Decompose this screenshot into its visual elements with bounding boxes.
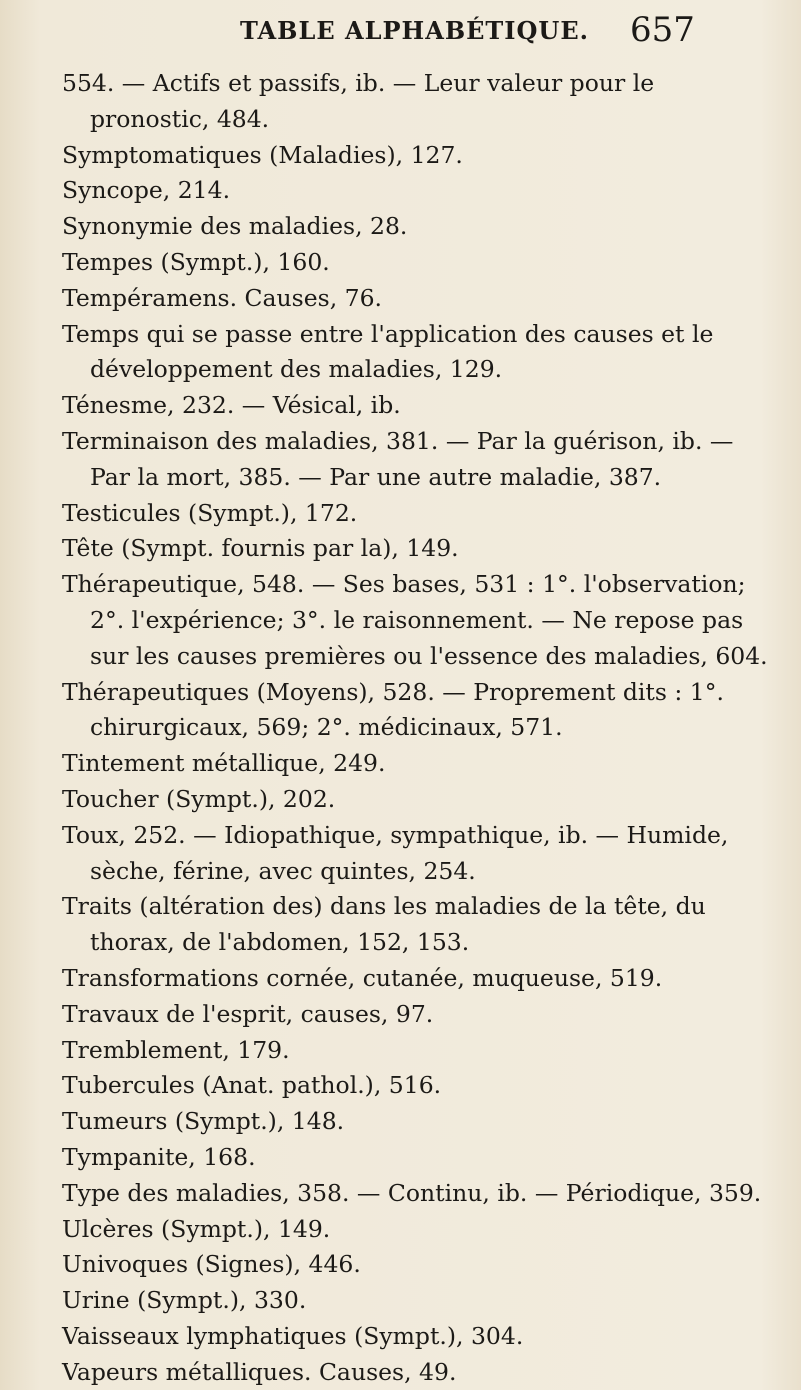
index-entry: Toucher (Sympt.), 202. [62,784,336,813]
index-entry: Tremblement, 179. [62,1035,290,1064]
index-entry: Urine (Sympt.), 330. [62,1286,307,1315]
page-number: 657 [630,10,695,50]
index-entry: Ténesme, 232. — Vésical, ib. [62,391,401,420]
index-entry: Tintement métallique, 249. [62,749,386,778]
index-entry: Tumeurs (Sympt.), 148. [62,1107,345,1136]
index-entry: Travaux de l'esprit, causes, 97. [62,999,434,1028]
index-entry: Tympanite, 168. [62,1142,256,1171]
index-entry: Tubercules (Anat. pathol.), 516. [62,1071,442,1100]
index-entry: Testicules (Sympt.), 172. [62,498,358,527]
index-entry: Tête (Sympt. fournis par la), 149. [62,534,459,563]
index-entry: Ulcères (Sympt.), 149. [62,1214,331,1243]
index-entry: Terminaison des maladies, 381. — Par la guérison, ib. — Par la mort, 385. — Par une autre maladie, 387. [62,426,734,491]
index-entry: Toux, 252. — Idiopathique, sympathique, ib. — Humide, sèche, férine, avec quintes, 254. [62,820,729,885]
index-entry: Traits (altération des) dans les maladies de la tête, du thorax, de l'abdomen, 152, 153. [62,892,706,957]
index-entry: Syncope, 214. [62,176,231,205]
index-entry: Symptomatiques (Maladies), 127. [62,140,463,169]
index-entry: Transformations cornée, cutanée, muqueuse, 519. [62,963,663,992]
index-entry: Tempéramens. Causes, 76. [62,283,383,312]
index-entry: Thérapeutiques (Moyens), 528. — Proprement dits : 1°. chirurgicaux, 569; 2°. médicinaux, 571. [62,677,724,742]
index-entry: Vapeurs métalliques. Causes, 49. [62,1357,457,1386]
index-entry: Vaisseaux lymphatiques (Sympt.), 304. [62,1321,524,1350]
index-entry: Type des maladies, 358. — Continu, ib. — Périodique, 359. [62,1178,762,1207]
index-entry: Temps qui se passe entre l'application des causes et le développement des maladies, 129. [62,319,714,384]
index-entry: Synonymie des maladies, 28. [62,212,408,241]
index-entry: Univoques (Signes), 446. [62,1250,361,1279]
index-entry: 554. — Actifs et passifs, ib. — Leur valeur pour le pronostic, 484. [62,69,655,133]
index-body [62,66,777,1390]
index-entry: Thérapeutique, 548. — Ses bases, 531 : 1°. l'observation; 2°. l'expérience; 3°. le raisonnement. — Ne repose pas sur les causes premières ou l'essence des maladies, 604. [62,570,768,670]
index-entry: Tempes (Sympt.), 160. [62,247,330,276]
running-title: TABLE ALPHABÉTIQUE. [240,16,589,45]
page-header [0,4,801,64]
